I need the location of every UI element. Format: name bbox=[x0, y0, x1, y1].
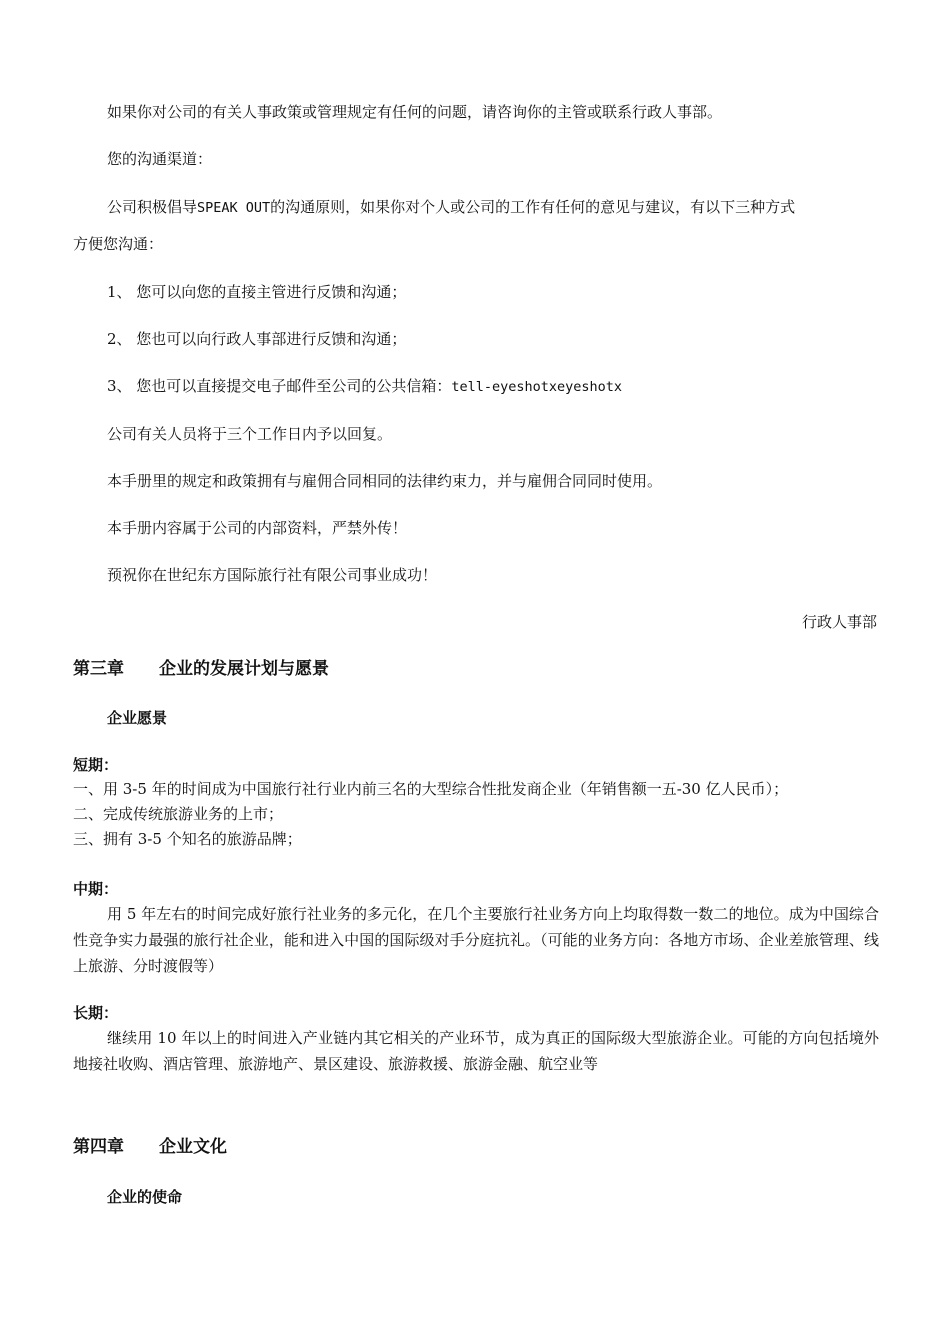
speakout-text-a: 公司积极倡导 bbox=[107, 198, 198, 216]
chapter-4-number: 第四章 bbox=[73, 1137, 124, 1157]
channel-item-3-text: 3、 您也可以直接提交电子邮件至公司的公共信箱： bbox=[107, 377, 452, 395]
speakout-code: SPEAK OUT bbox=[197, 200, 271, 216]
vision-heading: 企业愿景 bbox=[107, 709, 168, 727]
chapter-4-heading bbox=[73, 1136, 227, 1158]
long-term-label: 长期： bbox=[73, 1004, 119, 1022]
intro-paragraph-confidential: 本手册内容属于公司的内部资料，严禁外传！ bbox=[107, 519, 408, 537]
channel-item-1: 1、 您可以向您的直接主管进行反馈和沟通； bbox=[107, 283, 407, 301]
short-term-item-3: 三、拥有 3-5 个知名的旅游品牌； bbox=[73, 830, 302, 848]
chapter-3-number: 第三章 bbox=[73, 659, 124, 679]
long-term-text: 继续用 10 年以上的时间进入产业链内其它相关的产业环节，成为真正的国际级大型旅游企业。可能的方向包括境外地接社收购、酒店管理、旅游地产、景区建设、旅游救援、旅游金融、航空业等 bbox=[73, 1029, 879, 1073]
channel-item-2: 2、 您也可以向行政人事部进行反馈和沟通； bbox=[107, 330, 407, 348]
chapter-3-heading bbox=[73, 658, 329, 680]
signature: 行政人事部 bbox=[801, 613, 877, 631]
intro-paragraph-questions: 如果你对公司的有关人事政策或管理规定有任何的问题，请咨询你的主管或联系行政人事部。 bbox=[107, 103, 723, 121]
intro-paragraph-speakout bbox=[107, 197, 795, 218]
channel-item-3 bbox=[107, 376, 622, 397]
channel-email: tell-eyeshotxeyeshotx bbox=[451, 379, 623, 395]
mid-term-label: 中期： bbox=[73, 880, 119, 898]
short-term-item-1: 一、用 3-5 年的时间成为中国旅行社行业内前三名的大型综合性批发商企业（年销售额一五-30 亿人民币）； bbox=[73, 780, 789, 798]
mission-heading: 企业的使命 bbox=[107, 1188, 183, 1206]
chapter-3-title: 企业的发展计划与愿景 bbox=[159, 659, 329, 679]
speakout-text-b: 的沟通原则，如果你对个人或公司的工作有任何的意见与建议，有以下三种方式 bbox=[270, 198, 796, 216]
chapter-4-title: 企业文化 bbox=[159, 1137, 227, 1157]
intro-paragraph-wishes: 预祝你在世纪东方国际旅行社有限公司事业成功！ bbox=[107, 566, 438, 584]
short-term-item-2: 二、完成传统旅游业务的上市； bbox=[73, 805, 284, 823]
intro-paragraph-speakout-cont: 方便您沟通： bbox=[73, 235, 164, 253]
mid-term-text: 用 5 年左右的时间完成好旅行社业务的多元化，在几个主要旅行社业务方向上均取得数一数二的地位。成为中国综合性竞争实力最强的旅行社企业，能和进入中国的国际级对手分庭抗礼。（可能的业务方向：各地方市场、企业差旅管理、线上旅游、分时渡假等） bbox=[73, 905, 879, 975]
short-term-label: 短期： bbox=[73, 756, 119, 774]
intro-paragraph-legal: 本手册里的规定和政策拥有与雇佣合同相同的法律约束力，并与雇佣合同同时使用。 bbox=[107, 472, 663, 490]
intro-paragraph-channels: 您的沟通渠道： bbox=[107, 150, 213, 168]
intro-paragraph-reply: 公司有关人员将于三个工作日内予以回复。 bbox=[107, 425, 393, 443]
